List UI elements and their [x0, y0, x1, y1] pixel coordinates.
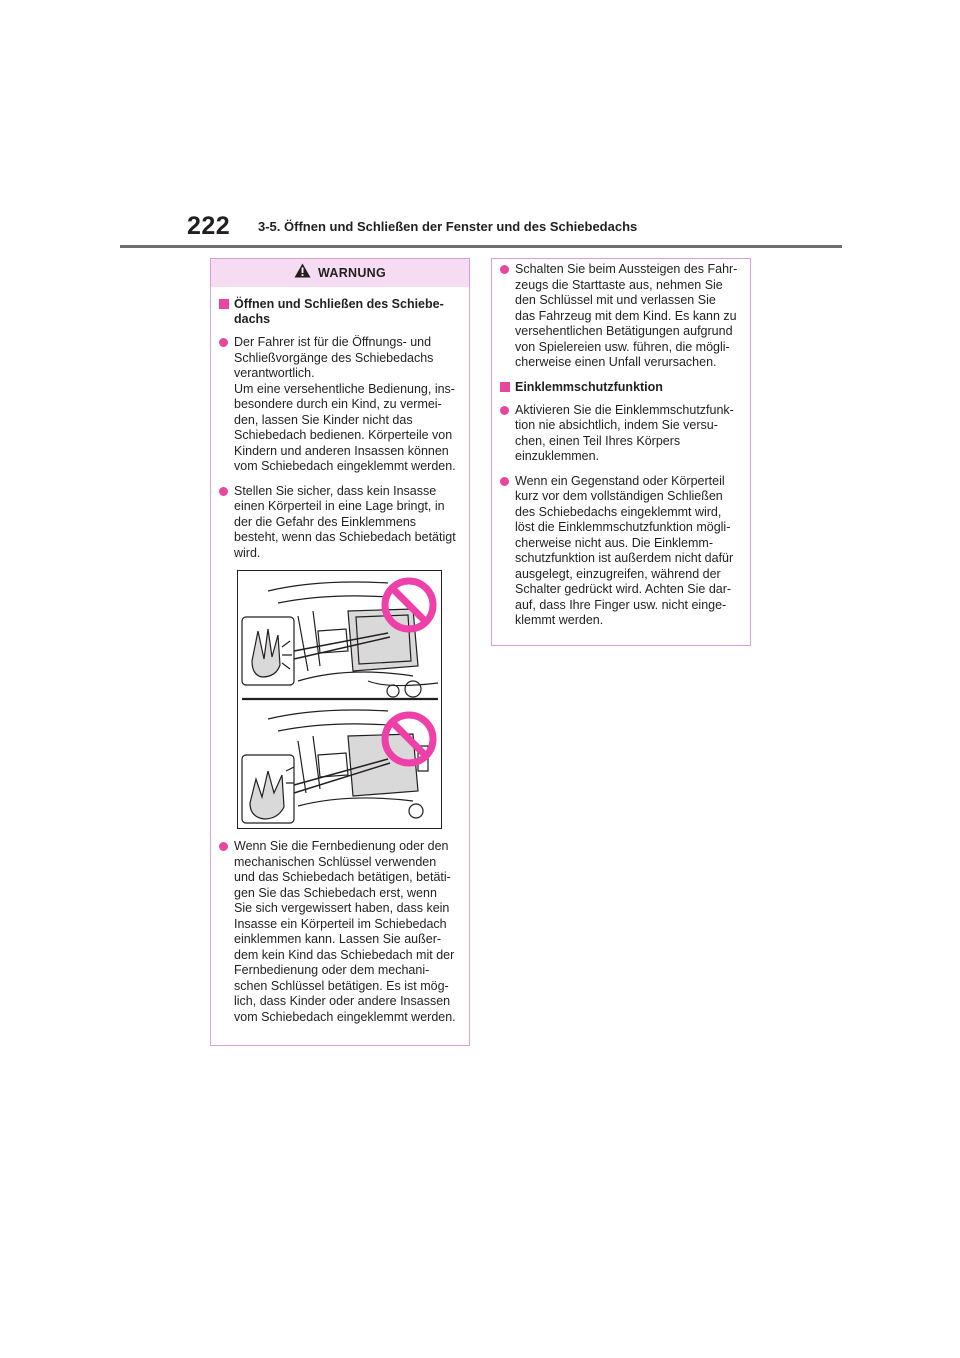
warning-box-left: [210, 258, 470, 1046]
prohibition-icon: [381, 711, 437, 772]
prohibition-icon: [381, 577, 437, 638]
round-bullet-icon: [219, 842, 228, 851]
header-divider: [120, 245, 842, 248]
warning-header: [211, 259, 469, 287]
section-heading: [219, 297, 459, 327]
heading-text: Einklemmschutzfunktion: [515, 379, 663, 394]
list-item: [219, 839, 459, 1025]
section-title: 3-5. Öffnen und Schließen der Fenster und des Schiebedachs: [258, 219, 638, 234]
page-number: 222: [187, 212, 231, 240]
round-bullet-icon: [500, 477, 509, 486]
list-item-text: Der Fahrer ist für die Öffnungs- und Schließvorgänge des Schiebedachs verantwortlich. Um eine versehentliche Bedienung, ins- besondere durch ein Kind, zu vermei- den, lassen Sie Kinder nicht das Schiebedach bedienen. Körperteile von Kindern und anderen Insassen können vom Schiebedach eingeklemmt werden.: [234, 335, 456, 473]
list-item: [219, 484, 459, 562]
list-item: [500, 262, 740, 371]
round-bullet-icon: [500, 265, 509, 274]
list-item: [500, 403, 740, 465]
list-item-text: Stellen Sie sicher, dass kein Insasse einen Körperteil in eine Lage bringt, in der die Gefahr des Einklemmens besteht, wenn das Schiebedach betätigt wird.: [234, 483, 456, 560]
round-bullet-icon: [500, 406, 509, 415]
list-item-text: Wenn Sie die Fernbedienung oder den mechanischen Schlüssel verwenden und das Schiebedach betätigen, betäti- gen Sie das Schiebedach erst, wenn Sie sich vergewissert haben, dass kein Insasse ein Körperteil im Schiebedach einklemmen kann. Lassen Sie außer- dem kein Kind das Schiebedach mit der Fernbedienung oder dem mechani- schen Schlüssel betätigen. Es ist mög- lich, dass Kinder oder andere Insassen vom Schiebedach eingeklemmt werden.: [234, 839, 456, 1024]
list-item: [500, 474, 740, 629]
round-bullet-icon: [219, 487, 228, 496]
list-item-text: Schalten Sie beim Aussteigen des Fahr- zeugs die Starttaste aus, nehmen Sie den Schlüssel mit und verlassen Sie das Fahrzeug mit dem Kind. Es kann zu versehentlichen Betätigungen aufgrund von Spielereien usw. führen, die mögli- cherweise einen Unfall verursachen.: [515, 262, 738, 369]
sunroof-warning-illustration: [237, 570, 442, 829]
round-bullet-icon: [219, 338, 228, 347]
square-bullet-icon: [500, 382, 510, 392]
list-item: [219, 335, 459, 475]
heading-text: Öffnen und Schließen des Schiebe- dachs: [234, 297, 444, 326]
list-item-text: Aktivieren Sie die Einklemmschutzfunk- tion nie absichtlich, indem Sie versu- chen, einen Teil Ihres Körpers einzuklemmen.: [515, 402, 734, 463]
square-bullet-icon: [219, 299, 229, 309]
warning-triangle-icon: [294, 263, 311, 283]
warning-label: WARNUNG: [317, 266, 387, 280]
list-item-text: Wenn ein Gegenstand oder Körperteil kurz vor dem vollständigen Schließen des Schiebedachs eingeklemmt wird, löst die Einklemmschutzfunktion mögli- cherweise nicht aus. Die Einklemm- schutzfunktion ist außerdem nicht dafür ausgelegt, einzugreifen, während der Schalter gedrückt wird. Achten Sie dar- auf, dass Ihre Finger usw. nicht einge- klemmt werden.: [515, 473, 734, 627]
warning-box-right: [491, 258, 751, 646]
section-heading: [500, 380, 740, 395]
